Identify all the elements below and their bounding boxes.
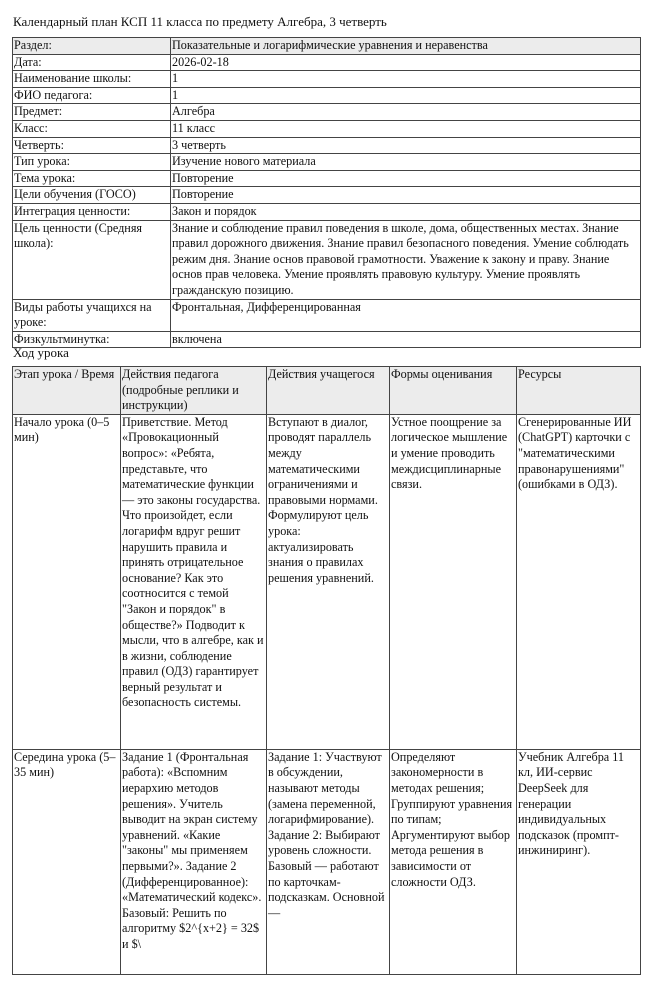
- meta-key: Четверть:: [13, 137, 171, 154]
- page-title: Календарный план КСП 11 класса по предмету Алгебра, 3 четверть: [13, 14, 387, 29]
- lesson-row-middle: [13, 749, 641, 974]
- cell-student-actions: Задание 1: Участвуют в обсуждении, называют методы (замена переменной, логарифмирование). Задание 2: Выбирают уровень сложности. Базовый — работают по карточкам-подсказкам. Основной —: [267, 749, 390, 974]
- meta-key: Тема урока:: [13, 170, 171, 187]
- meta-value: 1: [171, 87, 641, 104]
- meta-key: Класс:: [13, 120, 171, 137]
- meta-row: [13, 299, 641, 331]
- meta-value: Повторение: [171, 170, 641, 187]
- header-teacher-actions: Действия педагога (подробные реплики и инструкции): [121, 367, 267, 415]
- lesson-flow-table: [12, 366, 641, 975]
- lesson-row-start: [13, 414, 641, 749]
- header-student-actions: Действия учащегося: [267, 367, 390, 415]
- meta-row: [13, 71, 641, 88]
- cell-resources: Сгенерированные ИИ (ChatGPT) карточки с "математическими правонарушениями" (ошибками в ОДЗ).: [517, 414, 641, 749]
- meta-value: 1: [171, 71, 641, 88]
- meta-key: Физкультминутка:: [13, 331, 171, 348]
- meta-row: [13, 104, 641, 121]
- cell-teacher-actions: Приветствие. Метод «Провокационный вопрос»: «Ребята, представьте, что математические функции — это законы государства. Что произойдет, если логарифм вдруг решит нарушить правила и принять отрицательное основание? Как это соотносится с темой "Закон и порядок" в обществе?» Подводит к мысли, что в алгебре, как и в жизни, соблюдение правил (ОДЗ) гарантирует верный результат и безопасность системы.: [121, 414, 267, 749]
- meta-row: [13, 331, 641, 348]
- cell-teacher-actions: Задание 1 (Фронтальная работа): «Вспомним иерархию методов решения». Учитель выводит на экран систему уравнений. «Какие "законы" мы применяем первыми?». Задание 2 (Дифференцированное): «Математический кодекс». Базовый: Решить по алгоритму $2^{x+2} = 32$ и $\: [121, 749, 267, 974]
- meta-key: Дата:: [13, 54, 171, 71]
- meta-key: Виды работы учащихся на уроке:: [13, 299, 171, 331]
- meta-value: 11 класс: [171, 120, 641, 137]
- cell-assessment: Определяют закономерности в методах решения; Группируют уравнения по типам; Аргументируют выбор метода решения в зависимости от сложности ОДЗ.: [390, 749, 517, 974]
- meta-key: ФИО педагога:: [13, 87, 171, 104]
- meta-value: 3 четверть: [171, 137, 641, 154]
- meta-value: Показательные и логарифмические уравнения и неравенства: [171, 38, 641, 55]
- section-title: Ход урока: [13, 345, 69, 360]
- cell-stage: Середина урока (5–35 мин): [13, 749, 121, 974]
- cell-resources: Учебник Алгебра 11 кл, ИИ-сервис DeepSeek для генерации индивидуальных подсказок (промпт-инжиниринг).: [517, 749, 641, 974]
- meta-value: Фронтальная, Дифференцированная: [171, 299, 641, 331]
- meta-key: Цель ценности (Средняя школа):: [13, 220, 171, 299]
- meta-value: Закон и порядок: [171, 203, 641, 220]
- header-stage: Этап урока / Время: [13, 367, 121, 415]
- meta-row: [13, 120, 641, 137]
- meta-row: [13, 137, 641, 154]
- cell-student-actions: Вступают в диалог, проводят параллель между математическими ограничениями и правовыми нормами. Формулируют цель урока: актуализировать знания о правилах решения уравнений.: [267, 414, 390, 749]
- meta-value: 2026-02-18: [171, 54, 641, 71]
- meta-row: [13, 220, 641, 299]
- meta-row: [13, 170, 641, 187]
- meta-key: Цели обучения (ГОСО): [13, 187, 171, 204]
- header-resources: Ресурсы: [517, 367, 641, 415]
- meta-value: Изучение нового материала: [171, 154, 641, 171]
- meta-row: [13, 87, 641, 104]
- meta-row: [13, 187, 641, 204]
- meta-key: Наименование школы:: [13, 71, 171, 88]
- cell-assessment: Устное поощрение за логическое мышление и умение проводить междисциплинарные связи.: [390, 414, 517, 749]
- meta-key: Предмет:: [13, 104, 171, 121]
- meta-key: Раздел:: [13, 38, 171, 55]
- meta-value: Знание и соблюдение правил поведения в школе, дома, общественных местах. Знание правил дорожного движения. Знание правил безопасного поведения. Умение соблюдать режим дня. Знание основ правовой грамотности. Уважение к закону и праву. Знание основ прав человека. Умение проявлять правовую культуру. Умение проявлять гражданскую позицию.: [171, 220, 641, 299]
- lesson-info-table: [12, 37, 641, 348]
- meta-row: [13, 54, 641, 71]
- meta-row: [13, 203, 641, 220]
- lesson-header-row: [13, 367, 641, 415]
- header-assessment: Формы оценивания: [390, 367, 517, 415]
- meta-value: Повторение: [171, 187, 641, 204]
- meta-row: [13, 38, 641, 55]
- meta-value: Алгебра: [171, 104, 641, 121]
- meta-key: Интеграция ценности:: [13, 203, 171, 220]
- cell-stage: Начало урока (0–5 мин): [13, 414, 121, 749]
- meta-row: [13, 154, 641, 171]
- meta-value: включена: [171, 331, 641, 348]
- meta-key: Тип урока:: [13, 154, 171, 171]
